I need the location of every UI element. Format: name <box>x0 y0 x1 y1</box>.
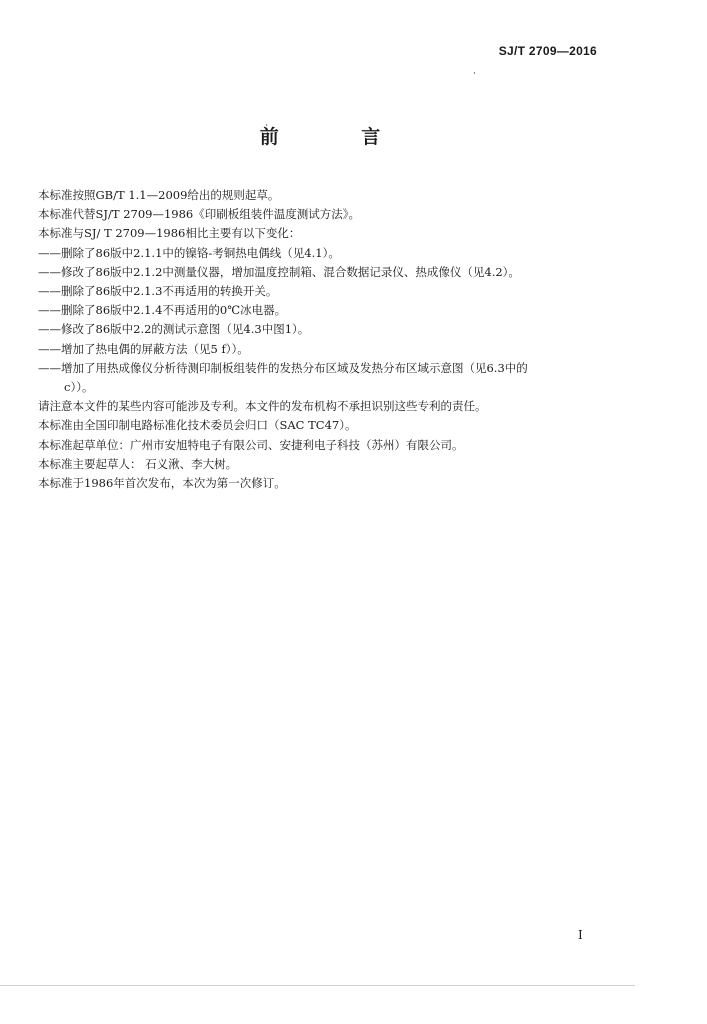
paragraph-line: 本标准于1986年首次发布，本次为第一次修订。 <box>38 476 286 491</box>
paragraph-line: 请注意本文件的某些内容可能涉及专利。本文件的发布机构不承担识别这些专利的责任。 <box>38 399 487 414</box>
scan-speck <box>266 124 267 126</box>
change-list-item: ——删除了86版中2.1.1中的镍铬-考铜热电偶线（见4.1）。 <box>38 245 340 260</box>
paragraph-line: 本标准与SJ/ T 2709—1986相比主要有以下变化： <box>38 226 301 241</box>
paragraph-line: 本标准由全国印制电路标准化技术委员会归口（SAC TC47）。 <box>38 418 357 433</box>
scan-edge-divider <box>0 985 635 986</box>
standard-code: SJ/T 2709—2016 <box>498 44 597 58</box>
paragraph-line: 本标准按照GB/T 1.1—2009给出的规则起草。 <box>38 188 280 202</box>
change-list-item: ——增加了热电偶的屏蔽方法（见5 f））。 <box>38 341 249 356</box>
paragraph-line: 本标准起草单位：广州市安旭特电子有限公司、安捷利电子科技（苏州）有限公司。 <box>38 437 464 452</box>
paragraph-line: 本标准主要起草人： 石义湫、李大树。 <box>38 456 238 471</box>
scan-speck <box>474 72 475 74</box>
page-number: I <box>578 928 583 942</box>
change-list-item: ——修改了86版中2.2的测试示意图（见4.3中图1）。 <box>38 322 310 337</box>
body-text <box>38 186 618 493</box>
change-list-item: ——增加了用热成像仪分析待测印制板组装件的发热分布区域及发热分布区域示意图（见6.3中的 <box>38 360 528 375</box>
page-title: 前 言 <box>259 126 419 148</box>
paragraph-line: 本标准代替SJ/T 2709—1986《印刷板组装件温度测试方法》。 <box>38 207 360 222</box>
change-list-item: ——删除了86版中2.1.3不再适用的转换开关。 <box>38 284 278 299</box>
change-list-item: ——修改了86版中2.1.2中测量仪器，增加温度控制箱、混合数据记录仪、热成像仪（见4.2）。 <box>38 264 520 279</box>
change-list-item: ——删除了86版中2.1.4不再适用的0℃冰电器。 <box>38 303 287 318</box>
change-list-item-continuation: c））。 <box>64 380 94 395</box>
